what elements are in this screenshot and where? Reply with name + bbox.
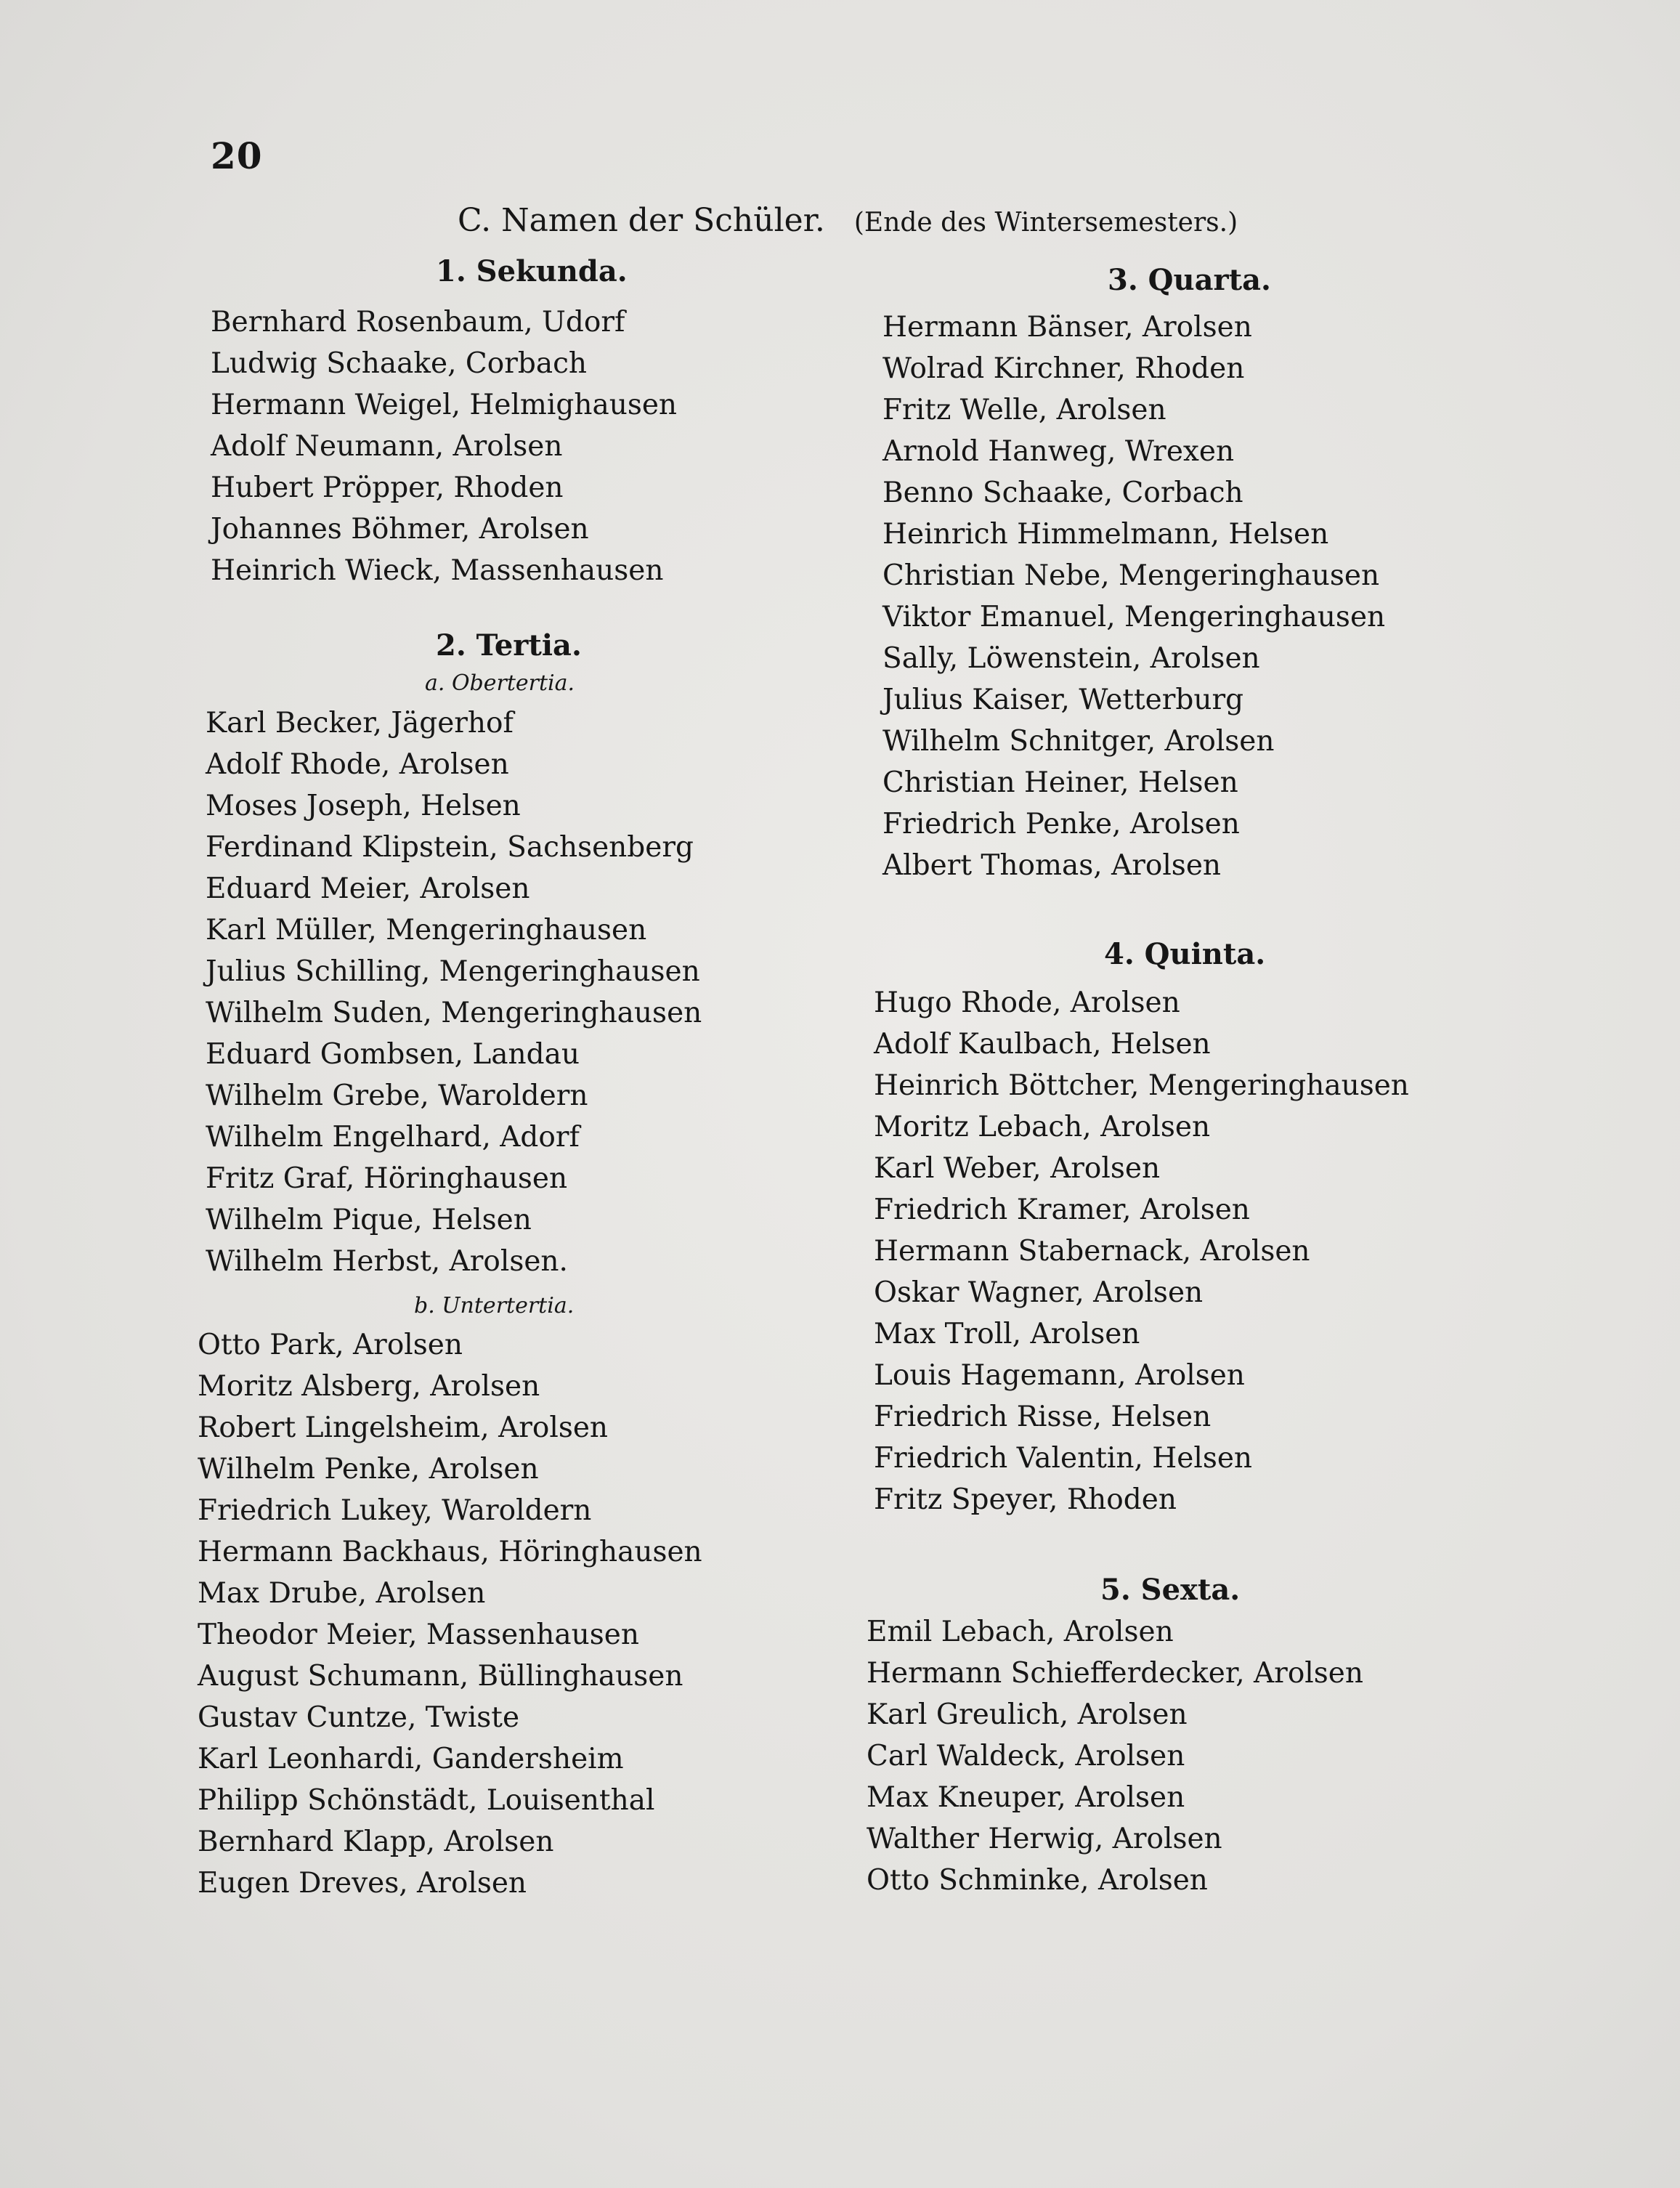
student-name-entry: Hermann Backhaus, Höringhausen — [198, 1536, 702, 1568]
student-name-entry: Friedrich Lukey, Waroldern — [198, 1494, 592, 1527]
student-name-entry: Viktor Emanuel, Mengeringhausen — [882, 601, 1386, 633]
student-name-entry: Carl Waldeck, Arolsen — [867, 1740, 1185, 1772]
student-name-entry: Friedrich Penke, Arolsen — [882, 808, 1240, 840]
student-name-entry: Julius Schilling, Mengeringhausen — [206, 955, 700, 988]
student-name-entry: Arnold Hanweg, Wrexen — [882, 435, 1235, 468]
student-name-entry: Johannes Böhmer, Arolsen — [211, 513, 589, 546]
student-name-entry: Moses Joseph, Helsen — [206, 790, 521, 822]
student-name-entry: Moritz Alsberg, Arolsen — [198, 1370, 540, 1403]
student-name-entry: Wolrad Kirchner, Rhoden — [882, 352, 1245, 385]
student-name-entry: Otto Schminke, Arolsen — [867, 1864, 1208, 1897]
student-name-entry: Robert Lingelsheim, Arolsen — [198, 1411, 609, 1444]
section-title-sexta: 5. Sexta. — [1100, 1573, 1241, 1607]
student-name-entry: Otto Park, Arolsen — [198, 1329, 463, 1361]
section-title-tertia: 2. Tertia. — [436, 628, 582, 663]
student-name-entry: Emil Lebach, Arolsen — [867, 1616, 1174, 1648]
student-name-entry: Hermann Stabernack, Arolsen — [874, 1235, 1310, 1268]
student-name-entry: Karl Weber, Arolsen — [874, 1152, 1161, 1185]
name-list-untertertia — [198, 1324, 702, 1904]
student-name-entry: Hubert Pröpper, Rhoden — [211, 471, 564, 504]
student-name-entry: Karl Leonhardi, Gandersheim — [198, 1743, 624, 1775]
student-name-entry: Julius Kaiser, Wetterburg — [882, 684, 1244, 716]
student-name-entry: Eduard Meier, Arolsen — [206, 872, 530, 905]
student-name-entry: Wilhelm Engelhard, Adorf — [206, 1121, 580, 1154]
subsection-title-obertertia: a. Obertertia. — [425, 670, 575, 696]
name-list-quarta — [882, 307, 1385, 886]
student-name-entry: Wilhelm Herbst, Arolsen. — [206, 1245, 568, 1278]
student-name-entry: Fritz Welle, Arolsen — [882, 394, 1166, 426]
student-name-entry: Moritz Lebach, Arolsen — [874, 1111, 1211, 1143]
page-number: 20 — [211, 134, 263, 177]
student-name-entry: Albert Thomas, Arolsen — [882, 849, 1222, 882]
student-name-entry: Heinrich Böttcher, Mengeringhausen — [874, 1069, 1409, 1102]
section-title-quinta: 4. Quinta. — [1104, 937, 1266, 971]
student-name-entry: Heinrich Wieck, Massenhausen — [211, 554, 664, 587]
student-name-entry: Gustav Cuntze, Twiste — [198, 1701, 520, 1734]
student-name-entry: Wilhelm Pique, Helsen — [206, 1204, 532, 1236]
student-name-entry: Adolf Neumann, Arolsen — [211, 430, 563, 463]
section-title-quarta: 3. Quarta. — [1108, 263, 1271, 297]
student-name-entry: Karl Becker, Jägerhof — [206, 707, 514, 740]
student-name-entry: Friedrich Kramer, Arolsen — [874, 1194, 1250, 1226]
student-name-entry: Karl Greulich, Arolsen — [867, 1698, 1188, 1731]
student-name-entry: Ferdinand Klipstein, Sachsenberg — [206, 831, 694, 864]
student-name-entry: Bernhard Rosenbaum, Udorf — [211, 306, 625, 339]
student-name-entry: Wilhelm Suden, Mengeringhausen — [206, 997, 702, 1029]
name-list-quinta — [874, 982, 1409, 1520]
student-name-entry: Louis Hagemann, Arolsen — [874, 1359, 1245, 1392]
student-name-entry: Philipp Schönstädt, Louisenthal — [198, 1784, 655, 1817]
student-name-entry: Friedrich Valentin, Helsen — [874, 1442, 1253, 1475]
name-list-sexta — [867, 1611, 1363, 1901]
heading-title: C. Namen der Schüler. — [458, 202, 825, 239]
student-name-entry: Hermann Weigel, Helmighausen — [211, 389, 678, 421]
student-name-entry: Fritz Graf, Höringhausen — [206, 1162, 568, 1195]
student-name-entry: Friedrich Risse, Helsen — [874, 1401, 1212, 1433]
section-title-sekunda: 1. Sekunda. — [436, 254, 628, 288]
student-name-entry: Oskar Wagner, Arolsen — [874, 1276, 1204, 1309]
student-name-entry: Wilhelm Grebe, Waroldern — [206, 1079, 588, 1112]
student-name-entry: Theodor Meier, Massenhausen — [198, 1618, 640, 1651]
student-name-entry: Max Troll, Arolsen — [874, 1318, 1140, 1350]
student-name-entry: Eugen Dreves, Arolsen — [198, 1867, 527, 1900]
bleed-through-text — [1344, 203, 1634, 712]
student-name-entry: Sally, Löwenstein, Arolsen — [882, 642, 1260, 675]
student-name-entry: Hermann Bänser, Arolsen — [882, 311, 1252, 344]
subsection-title-untertertia: b. Untertertia. — [414, 1293, 575, 1318]
student-name-entry: Eduard Gombsen, Landau — [206, 1038, 580, 1071]
student-name-entry: Wilhelm Penke, Arolsen — [198, 1453, 539, 1486]
student-name-entry: Adolf Kaulbach, Helsen — [874, 1028, 1211, 1061]
student-name-entry: Bernhard Klapp, Arolsen — [198, 1826, 554, 1858]
name-list-obertertia — [206, 702, 702, 1282]
student-name-entry: Max Drube, Arolsen — [198, 1577, 486, 1610]
student-name-entry: Christian Heiner, Helsen — [882, 766, 1238, 799]
student-name-entry: Ludwig Schaake, Corbach — [211, 347, 588, 380]
student-name-entry: Walther Herwig, Arolsen — [867, 1823, 1222, 1855]
student-name-entry: Adolf Rhode, Arolsen — [206, 748, 509, 781]
student-name-entry: Wilhelm Schnitger, Arolsen — [882, 725, 1275, 758]
student-name-entry: Christian Nebe, Mengeringhausen — [882, 559, 1380, 592]
student-name-entry: Benno Schaake, Corbach — [882, 477, 1243, 509]
student-name-entry: Fritz Speyer, Rhoden — [874, 1483, 1177, 1516]
student-name-entry: Hermann Schiefferdecker, Arolsen — [867, 1657, 1363, 1690]
heading-note: (Ende des Wintersemesters.) — [853, 208, 1238, 238]
student-name-entry: Heinrich Himmelmann, Helsen — [882, 518, 1329, 551]
student-name-entry: Hugo Rhode, Arolsen — [874, 986, 1180, 1019]
page-heading — [458, 202, 1238, 239]
name-list-sekunda — [211, 301, 677, 591]
student-name-entry: Karl Müller, Mengeringhausen — [206, 914, 647, 947]
student-name-entry: August Schumann, Büllinghausen — [198, 1660, 683, 1693]
student-name-entry: Max Kneuper, Arolsen — [867, 1781, 1185, 1814]
